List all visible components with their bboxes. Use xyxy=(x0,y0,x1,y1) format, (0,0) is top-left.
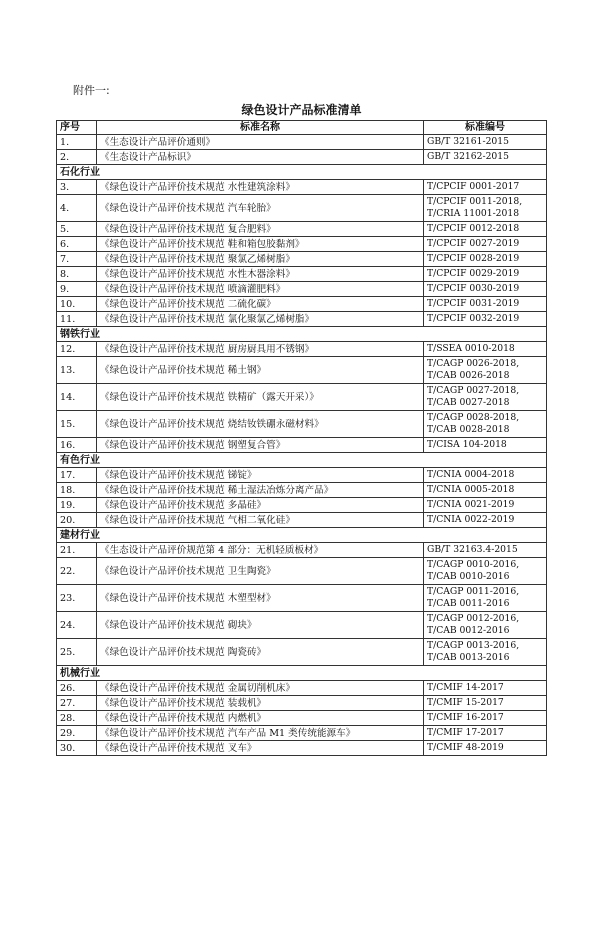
standard-code: T/SSEA 0010-2018 xyxy=(427,343,515,354)
standard-name: 《绿色设计产品评价技术规范 锑锭》 xyxy=(97,468,424,483)
table-title: 绿色设计产品标准清单 xyxy=(241,102,362,117)
standard-code: T/CAGP 0028-2018, xyxy=(427,412,520,423)
table-row xyxy=(57,513,547,528)
row-number: 20. xyxy=(57,513,97,528)
row-number: 3. xyxy=(57,180,97,195)
standard-name: 《绿色设计产品评价技术规范 汽车轮胎》 xyxy=(97,195,424,222)
standard-code-cell xyxy=(424,468,547,483)
row-number: 9. xyxy=(57,282,97,297)
standard-code: T/CAB 0011-2016 xyxy=(427,598,510,609)
standard-code: T/CRIA 11001-2018 xyxy=(427,208,520,219)
row-number: 23. xyxy=(57,585,97,612)
standard-code: T/CPCIF 0001-2017 xyxy=(427,181,520,192)
standard-code: T/CPCIF 0027-2019 xyxy=(427,238,520,249)
table-row xyxy=(57,438,547,453)
standard-name: 《绿色设计产品评价技术规范 砌块》 xyxy=(97,612,424,639)
standard-code: T/CAB 0012-2016 xyxy=(427,625,510,636)
standards-table xyxy=(56,100,547,756)
table-row xyxy=(57,195,547,222)
standard-code: T/CAGP 0010-2016, xyxy=(427,559,520,570)
header-name: 标准名称 xyxy=(97,121,424,135)
table-row xyxy=(57,135,547,150)
standard-code: T/CAGP 0027-2018, xyxy=(427,385,520,396)
row-number: 18. xyxy=(57,483,97,498)
table-row xyxy=(57,150,547,165)
standard-code: T/CNIA 0021-2019 xyxy=(427,499,515,510)
row-number: 6. xyxy=(57,237,97,252)
table-row xyxy=(57,468,547,483)
row-number: 11. xyxy=(57,312,97,327)
standard-name: 《绿色设计产品评价技术规范 叉车》 xyxy=(97,741,424,756)
table-row xyxy=(57,312,547,327)
row-number: 5. xyxy=(57,222,97,237)
standard-code-cell xyxy=(424,438,547,453)
row-number: 22. xyxy=(57,558,97,585)
standard-code: T/CAB 0013-2016 xyxy=(427,652,510,663)
table-header-row xyxy=(57,121,547,135)
standard-code-cell xyxy=(424,741,547,756)
standard-name: 《绿色设计产品评价技术规范 稀土湿法冶炼分离产品》 xyxy=(97,483,424,498)
standard-code-cell xyxy=(424,483,547,498)
standard-code-cell xyxy=(424,150,547,165)
standard-code: T/CPCIF 0031-2019 xyxy=(427,298,520,309)
standard-code-cell xyxy=(424,342,547,357)
row-number: 21. xyxy=(57,543,97,558)
table-row xyxy=(57,252,547,267)
table-row xyxy=(57,222,547,237)
table-row xyxy=(57,267,547,282)
row-number: 8. xyxy=(57,267,97,282)
table-row xyxy=(57,543,547,558)
standard-name: 《绿色设计产品评价技术规范 装载机》 xyxy=(97,696,424,711)
standard-name: 《绿色设计产品评价技术规范 水性建筑涂料》 xyxy=(97,180,424,195)
table-row xyxy=(57,411,547,438)
standard-code: T/CNIA 0022-2019 xyxy=(427,514,515,525)
section-row xyxy=(57,453,547,468)
standard-name: 《绿色设计产品评价技术规范 复合肥料》 xyxy=(97,222,424,237)
standard-code-cell xyxy=(424,543,547,558)
standard-name: 《绿色设计产品评价技术规范 鞋和箱包胶黏剂》 xyxy=(97,237,424,252)
standard-name: 《绿色设计产品评价技术规范 多晶硅》 xyxy=(97,498,424,513)
attachment-label: 附件一: xyxy=(73,84,110,97)
standard-code: T/CAB 0010-2016 xyxy=(427,571,510,582)
standard-code-cell xyxy=(424,135,547,150)
standard-name: 《绿色设计产品评价技术规范 二硫化碳》 xyxy=(97,297,424,312)
standard-code-cell xyxy=(424,498,547,513)
standard-code-cell xyxy=(424,585,547,612)
standard-name: 《绿色设计产品评价技术规范 内燃机》 xyxy=(97,711,424,726)
section-row xyxy=(57,528,547,543)
section-row xyxy=(57,327,547,342)
section-row xyxy=(57,666,547,681)
table-row xyxy=(57,180,547,195)
table-row xyxy=(57,639,547,666)
section-row xyxy=(57,165,547,180)
standard-code-cell xyxy=(424,681,547,696)
standard-code-cell xyxy=(424,237,547,252)
standard-code: T/CAB 0026-2018 xyxy=(427,370,510,381)
table-row xyxy=(57,585,547,612)
row-number: 13. xyxy=(57,357,97,384)
table-row xyxy=(57,384,547,411)
table-row xyxy=(57,237,547,252)
standard-code-cell xyxy=(424,180,547,195)
standard-name: 《绿色设计产品评价技术规范 氯化聚氯乙烯树脂》 xyxy=(97,312,424,327)
row-number: 12. xyxy=(57,342,97,357)
standard-code: T/CPCIF 0029-2019 xyxy=(427,268,520,279)
table-row xyxy=(57,282,547,297)
row-number: 29. xyxy=(57,726,97,741)
standard-code: GB/T 32162-2015 xyxy=(427,151,509,162)
standard-code-cell xyxy=(424,558,547,585)
table-row xyxy=(57,357,547,384)
standard-code: T/CAGP 0026-2018, xyxy=(427,358,520,369)
standard-name: 《绿色设计产品评价技术规范 烧结钕铁硼永磁材料》 xyxy=(97,411,424,438)
table-row xyxy=(57,612,547,639)
section-heading: 有色行业 xyxy=(57,453,547,468)
standard-name: 《绿色设计产品评价技术规范 气相二氧化硅》 xyxy=(97,513,424,528)
row-number: 10. xyxy=(57,297,97,312)
standard-code: T/CPCIF 0030-2019 xyxy=(427,283,520,294)
standard-code-cell xyxy=(424,282,547,297)
standard-code-cell xyxy=(424,612,547,639)
table-row xyxy=(57,726,547,741)
row-number: 30. xyxy=(57,741,97,756)
standard-name: 《绿色设计产品评价技术规范 钢塑复合管》 xyxy=(97,438,424,453)
section-heading: 钢铁行业 xyxy=(57,327,547,342)
row-number: 26. xyxy=(57,681,97,696)
standard-code-cell xyxy=(424,222,547,237)
table-title-row xyxy=(57,100,547,121)
row-number: 7. xyxy=(57,252,97,267)
row-number: 27. xyxy=(57,696,97,711)
standard-code: T/CMIF 14-2017 xyxy=(427,682,504,693)
table-row xyxy=(57,498,547,513)
standard-code: T/CAGP 0012-2016, xyxy=(427,613,520,624)
standard-code: T/CPCIF 0011-2018, xyxy=(427,196,523,207)
table-row xyxy=(57,711,547,726)
standard-code: T/CMIF 16-2017 xyxy=(427,712,504,723)
standard-code-cell xyxy=(424,711,547,726)
standard-code: T/CNIA 0004-2018 xyxy=(427,469,515,480)
standard-code-cell xyxy=(424,726,547,741)
standard-code: T/CAGP 0013-2016, xyxy=(427,640,520,651)
standard-name: 《绿色设计产品评价技术规范 陶瓷砖》 xyxy=(97,639,424,666)
standard-code: T/CPCIF 0032-2019 xyxy=(427,313,520,324)
row-number: 28. xyxy=(57,711,97,726)
standard-code-cell xyxy=(424,297,547,312)
standard-code: GB/T 32161-2015 xyxy=(427,136,509,147)
standard-code: T/CPCIF 0028-2019 xyxy=(427,253,520,264)
standard-name: 《生态设计产品评价规范第 4 部分：无机轻质板材》 xyxy=(97,543,424,558)
standard-code: GB/T 32163.4-2015 xyxy=(427,544,518,555)
standard-code-cell xyxy=(424,357,547,384)
standard-code: T/CMIF 48-2019 xyxy=(427,742,504,753)
standard-name: 《绿色设计产品评价技术规范 铁精矿（露天开采）》 xyxy=(97,384,424,411)
header-num: 序号 xyxy=(57,121,97,135)
header-code: 标准编号 xyxy=(424,121,547,135)
standard-code-cell xyxy=(424,195,547,222)
row-number: 16. xyxy=(57,438,97,453)
row-number: 19. xyxy=(57,498,97,513)
standard-code-cell xyxy=(424,384,547,411)
row-number: 17. xyxy=(57,468,97,483)
standard-code-cell xyxy=(424,267,547,282)
row-number: 1. xyxy=(57,135,97,150)
standard-code-cell xyxy=(424,312,547,327)
standard-name: 《绿色设计产品评价技术规范 金属切削机床》 xyxy=(97,681,424,696)
standard-code: T/CAGP 0011-2016, xyxy=(427,586,520,597)
standard-name: 《绿色设计产品评价技术规范 木塑型材》 xyxy=(97,585,424,612)
row-number: 2. xyxy=(57,150,97,165)
standard-code: T/CMIF 17-2017 xyxy=(427,727,504,738)
standard-name: 《绿色设计产品评价技术规范 喷滴灌肥料》 xyxy=(97,282,424,297)
table-row xyxy=(57,741,547,756)
table-row xyxy=(57,297,547,312)
standard-name: 《绿色设计产品评价技术规范 厨房厨具用不锈钢》 xyxy=(97,342,424,357)
standard-code: T/CNIA 0005-2018 xyxy=(427,484,515,495)
section-heading: 石化行业 xyxy=(57,165,547,180)
standard-code: T/CAB 0028-2018 xyxy=(427,424,510,435)
standard-code: T/CISA 104-2018 xyxy=(427,439,507,450)
section-heading: 建材行业 xyxy=(57,528,547,543)
standard-code-cell xyxy=(424,411,547,438)
standard-code-cell xyxy=(424,639,547,666)
standard-code: T/CAB 0027-2018 xyxy=(427,397,510,408)
table-row xyxy=(57,681,547,696)
standard-name: 《绿色设计产品评价技术规范 汽车产品 M1 类传统能源车》 xyxy=(97,726,424,741)
standard-code-cell xyxy=(424,252,547,267)
standard-code: T/CMIF 15-2017 xyxy=(427,697,504,708)
standard-name: 《绿色设计产品评价技术规范 水性木器涂料》 xyxy=(97,267,424,282)
row-number: 14. xyxy=(57,384,97,411)
table-row xyxy=(57,558,547,585)
standard-name: 《绿色设计产品评价技术规范 稀土钢》 xyxy=(97,357,424,384)
section-heading: 机械行业 xyxy=(57,666,547,681)
standard-name: 《绿色设计产品评价技术规范 卫生陶瓷》 xyxy=(97,558,424,585)
standard-code-cell xyxy=(424,513,547,528)
row-number: 15. xyxy=(57,411,97,438)
row-number: 24. xyxy=(57,612,97,639)
row-number: 25. xyxy=(57,639,97,666)
table-row xyxy=(57,696,547,711)
standard-name: 《绿色设计产品评价技术规范 聚氯乙烯树脂》 xyxy=(97,252,424,267)
standard-name: 《生态设计产品标识》 xyxy=(97,150,424,165)
table-row xyxy=(57,483,547,498)
standard-code: T/CPCIF 0012-2018 xyxy=(427,223,520,234)
standard-name: 《生态设计产品评价通则》 xyxy=(97,135,424,150)
standard-code-cell xyxy=(424,696,547,711)
row-number: 4. xyxy=(57,195,97,222)
table-row xyxy=(57,342,547,357)
